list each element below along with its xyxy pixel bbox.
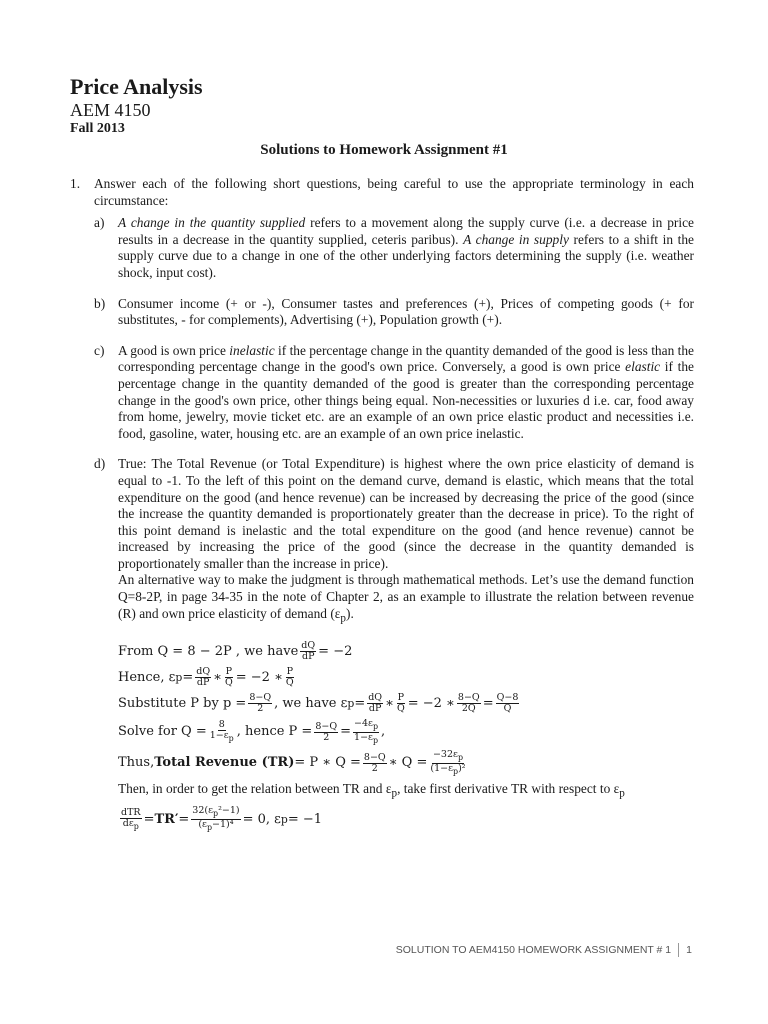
emphasis: A change in the quantity supplied xyxy=(118,215,306,231)
math-text: = xyxy=(354,695,366,711)
fraction xyxy=(429,750,466,777)
emphasis: A change in supply xyxy=(463,231,569,247)
math-text: = xyxy=(182,669,194,685)
answer-label: c) xyxy=(94,342,105,358)
denominator xyxy=(353,733,379,746)
denominator: 2 xyxy=(323,731,330,743)
math-text: = xyxy=(178,811,190,827)
math-text: , xyxy=(381,724,386,740)
answer-c xyxy=(94,343,694,443)
answer-text xyxy=(118,343,694,443)
fraction xyxy=(496,693,520,714)
doc-title: Price Analysis xyxy=(70,74,203,99)
fraction xyxy=(248,693,272,714)
fraction xyxy=(363,753,387,774)
fraction xyxy=(396,693,406,714)
math-text: Substitute P by p = xyxy=(118,695,247,711)
numerator: 8−Q xyxy=(315,720,338,732)
numerator: 8 xyxy=(218,719,225,731)
math-text: dε xyxy=(122,817,134,829)
math-text: = −2 ∗ xyxy=(235,669,283,685)
numerator: P xyxy=(225,666,233,678)
text: refers to a shift in the supply curve due to a change in one of the other underlying factors determining the supply (i.e. weather shock, input cost). xyxy=(118,231,694,280)
fraction xyxy=(457,693,481,714)
numerator: dQ xyxy=(368,692,383,704)
denominator: dP xyxy=(196,677,210,689)
numerator: dTR xyxy=(121,806,141,818)
answer-text xyxy=(118,215,694,281)
equation-line-6 xyxy=(118,780,694,802)
math-text: = 0, ε xyxy=(242,811,281,827)
emphasis: elastic xyxy=(625,359,661,375)
denominator: dP xyxy=(301,651,315,663)
math-text: )² xyxy=(458,762,466,774)
numerator: dQ xyxy=(196,666,211,678)
denominator: Q xyxy=(396,703,405,715)
fraction xyxy=(120,808,142,832)
course-code: AEM 4150 xyxy=(70,100,151,120)
fraction xyxy=(191,806,240,833)
math-text: = −2 xyxy=(318,643,353,659)
subscript: p xyxy=(228,734,234,744)
derivation xyxy=(118,641,694,833)
denominator xyxy=(122,819,140,832)
text: ). xyxy=(345,605,354,621)
subscript: p xyxy=(206,823,213,833)
equation-line-5 xyxy=(118,750,694,777)
math-text: = xyxy=(482,695,494,711)
math-text: 1−ε xyxy=(209,730,229,742)
subscript: p xyxy=(340,612,346,625)
footer-text: SOLUTION TO AEM4150 HOMEWORK ASSIGNMENT # 1 xyxy=(395,944,672,956)
math-text: ∗ Q = xyxy=(388,755,428,771)
denominator xyxy=(429,764,466,777)
math-text: ∗ xyxy=(213,669,222,685)
denominator: 2 xyxy=(371,762,378,774)
denominator xyxy=(197,820,234,833)
subscript: p xyxy=(175,670,183,684)
term: Fall 2013 xyxy=(70,121,125,136)
math-sentence xyxy=(118,781,625,802)
math-text: Thus, xyxy=(118,755,155,771)
fraction xyxy=(353,719,379,746)
math-text: 1−ε xyxy=(354,731,373,743)
text: refers to a movement along the supply curve (i.e. a decrease in price results in a decrease in the quantity supplied, ceteris paribus). xyxy=(118,215,694,247)
math-text: = P ∗ Q = xyxy=(294,755,361,771)
numerator: dQ xyxy=(301,640,316,652)
numerator: 8−Q xyxy=(249,692,272,704)
numerator xyxy=(353,719,379,733)
equation-line-1 xyxy=(118,641,694,663)
text: Then, in order to get the relation between TR and ε xyxy=(118,781,392,797)
denominator: dP xyxy=(368,703,382,715)
text: if the percentage change in the quantity demanded of the good is less than the corresponding percentage change in the good's own price. Conversely, a good is own price xyxy=(118,342,694,375)
numerator: Q−8 xyxy=(496,692,519,704)
math-text: 32(ε xyxy=(192,805,214,817)
bold-term: Total Revenue (TR) xyxy=(154,755,295,771)
subscript: p xyxy=(619,787,625,800)
document-body xyxy=(70,176,694,837)
answer-text xyxy=(118,456,694,627)
fraction xyxy=(285,667,295,688)
bold-term: TR′ xyxy=(154,811,179,827)
math-text: , hence P = xyxy=(236,724,313,740)
equation-line-3 xyxy=(118,693,694,715)
denominator: Q xyxy=(285,677,294,689)
answer-text: Consumer income (+ or -), Consumer tastes and preferences (+), Prices of competing goods (+ for substitutes, - for complements), Advertising (+), Population growth (+). xyxy=(118,295,694,328)
numerator: P xyxy=(286,666,294,678)
fraction xyxy=(209,720,235,744)
answer-label: a) xyxy=(94,215,105,231)
answer-a xyxy=(94,215,694,281)
denominator xyxy=(209,731,235,744)
fraction xyxy=(314,722,338,743)
numerator xyxy=(432,750,464,764)
numerator xyxy=(191,806,240,820)
text: A good is own price xyxy=(118,342,230,358)
math-text: ²−1) xyxy=(218,805,240,817)
equation-line-2 xyxy=(118,667,694,689)
text: , take first derivative TR with respect to ε xyxy=(397,781,620,797)
doc-heading: Solutions to Homework Assignment #1 xyxy=(260,142,508,158)
math-text: −1)⁴ xyxy=(212,819,234,831)
math-text: = −1 xyxy=(287,811,323,827)
equation-line-7 xyxy=(118,806,694,833)
footer-divider xyxy=(678,943,679,957)
math-text: = xyxy=(143,811,155,827)
math-text: = xyxy=(340,724,352,740)
numerator: 8−Q xyxy=(457,692,480,704)
subscript: p xyxy=(133,821,139,831)
page-number: 1 xyxy=(686,944,692,956)
subscript: p xyxy=(347,696,355,710)
page-footer xyxy=(396,943,692,957)
subscript: p xyxy=(372,721,379,731)
numerator: 8−Q xyxy=(363,751,386,763)
answer-d xyxy=(94,456,694,627)
subscript: p xyxy=(280,812,288,826)
denominator: 2Q xyxy=(461,703,476,715)
math-text: −32ε xyxy=(432,748,458,760)
math-text: (1−ε xyxy=(430,762,454,774)
question-number: 1. xyxy=(70,176,81,191)
fraction xyxy=(300,641,316,662)
math-text: Hence, ε xyxy=(118,669,176,685)
math-text: , we have ε xyxy=(274,695,348,711)
subscript: p xyxy=(457,752,463,762)
equation-line-4 xyxy=(118,719,694,746)
subscript: p xyxy=(391,787,398,800)
text: if the percentage change in the quantity demanded of the good is greater than the corresponding percentage change in the good's own price, other things being equal. Non-necessities or luxuries d i.e. car, food away from home, jewelry, movie ticket etc. are an example of an own price elastic product and necessities i.e. food, gasoline, water, housing etc. are an example of an own price inelastic. xyxy=(118,359,694,441)
math-text: (ε xyxy=(198,819,207,831)
math-text: −4ε xyxy=(354,717,373,729)
emphasis: inelastic xyxy=(229,342,275,358)
answer-label: b) xyxy=(94,295,106,311)
denominator: Q xyxy=(224,677,233,689)
text: An alternative way to make the judgment is through mathematical methods. Let’s use the demand function Q=8-2P, in page 34-35 in the note of Chapter 2, as an example to illustrate the relation between revenue (R) and own price elasticity of demand (ε xyxy=(118,572,694,621)
answer-label: d) xyxy=(94,456,106,472)
fraction xyxy=(195,667,211,688)
math-text: Solve for Q = xyxy=(118,724,207,740)
fraction xyxy=(224,667,234,688)
fraction xyxy=(367,693,383,714)
subscript: p xyxy=(453,766,459,776)
question-prompt: Answer each of the following short questions, being careful to use the appropriate terminology in each circumstance: xyxy=(94,176,694,208)
paragraph: True: The Total Revenue (or Total Expenditure) is highest where the own price elasticity of demand is equal to -1. To the left of this point on the demand curve, demand is elastic, which means that the total expenditure on the good (and hence revenue) can be increased by decreasing the price of the good (since the increase the quantity demanded is proportionately greater than the decrease in price). To the right of this point demand is inelastic and the total expenditure on the good (and hence revenue) cannot be increased by increasing the price of the good (since the decrease in the quantity demanded is proportionately smaller than the increase in price). xyxy=(118,456,694,571)
denominator: Q xyxy=(503,703,512,715)
denominator: 2 xyxy=(257,703,264,715)
math-text: ∗ xyxy=(385,695,394,711)
math-text: From Q = 8 − 2P , we have xyxy=(118,643,299,659)
paragraph xyxy=(118,572,694,625)
math-text: = −2 ∗ xyxy=(407,695,455,711)
answer-b xyxy=(94,296,694,329)
question-1 xyxy=(70,176,694,209)
subscript: p xyxy=(372,735,379,745)
subscript: p xyxy=(213,809,219,819)
numerator: P xyxy=(397,692,405,704)
